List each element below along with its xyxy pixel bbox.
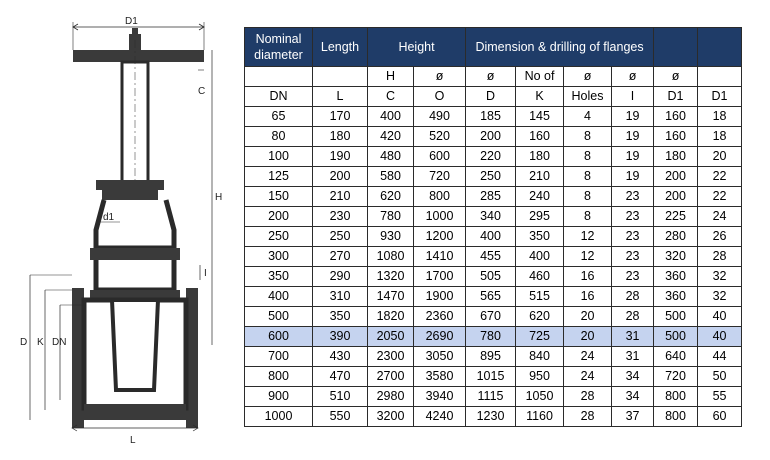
label-l: L xyxy=(130,435,136,446)
table-cell: 600 xyxy=(245,327,313,347)
table-cell: 2360 xyxy=(414,307,466,327)
table-row xyxy=(245,127,742,147)
table-cell: 350 xyxy=(516,227,564,247)
table-cell: 515 xyxy=(516,287,564,307)
header-symbol-cell: DN xyxy=(245,87,313,107)
table-cell: 780 xyxy=(368,207,414,227)
table-row xyxy=(245,247,742,267)
table-cell: 250 xyxy=(313,227,368,247)
header-mid-cell xyxy=(313,67,368,87)
header-mid-cell: ø xyxy=(654,67,698,87)
table-cell: 500 xyxy=(654,327,698,347)
table-cell: 28 xyxy=(612,287,654,307)
table-cell: 1320 xyxy=(368,267,414,287)
table-cell: 24 xyxy=(698,207,742,227)
table-cell: 3200 xyxy=(368,407,414,427)
table-cell: 185 xyxy=(466,107,516,127)
table-cell: 1230 xyxy=(466,407,516,427)
table-cell: 800 xyxy=(654,407,698,427)
table-cell: 1000 xyxy=(414,207,466,227)
header-mid-cell xyxy=(698,67,742,87)
table-cell: 210 xyxy=(313,187,368,207)
label-d1-top: D1 xyxy=(125,16,138,27)
table-cell: 1410 xyxy=(414,247,466,267)
table-cell: 1470 xyxy=(368,287,414,307)
header-flanges: Dimension & drilling of flanges xyxy=(466,28,654,67)
table-cell: 510 xyxy=(313,387,368,407)
table-row xyxy=(245,267,742,287)
table-cell: 1200 xyxy=(414,227,466,247)
table-cell: 160 xyxy=(654,127,698,147)
header-mid-cell: H xyxy=(368,67,414,87)
table-cell: 3940 xyxy=(414,387,466,407)
table-cell: 32 xyxy=(698,267,742,287)
table-cell: 16 xyxy=(564,287,612,307)
table-cell: 500 xyxy=(654,307,698,327)
table-cell: 3580 xyxy=(414,367,466,387)
label-i: I xyxy=(204,268,207,279)
header-height: Height xyxy=(368,28,466,67)
table-cell: 220 xyxy=(466,147,516,167)
table-cell: 400 xyxy=(368,107,414,127)
table-cell: 340 xyxy=(466,207,516,227)
table-cell: 780 xyxy=(466,327,516,347)
table-cell: 725 xyxy=(516,327,564,347)
table-cell: 480 xyxy=(368,147,414,167)
table-cell: 620 xyxy=(516,307,564,327)
table-cell: 4 xyxy=(564,107,612,127)
table-cell: 3050 xyxy=(414,347,466,367)
table-cell: 200 xyxy=(313,167,368,187)
table-cell: 550 xyxy=(313,407,368,427)
table-cell: 20 xyxy=(564,307,612,327)
header-nominal-diameter: Nominal diameter xyxy=(245,28,313,67)
table-cell: 170 xyxy=(313,107,368,127)
table-cell: 1820 xyxy=(368,307,414,327)
header-blank-2 xyxy=(698,28,742,67)
table-cell: 190 xyxy=(313,147,368,167)
table-cell: 280 xyxy=(654,227,698,247)
header-symbol-cell: D1 xyxy=(654,87,698,107)
table-cell: 20 xyxy=(698,147,742,167)
table-cell: 160 xyxy=(654,107,698,127)
table-cell: 26 xyxy=(698,227,742,247)
table-cell: 1115 xyxy=(466,387,516,407)
table-row xyxy=(245,327,742,347)
table-cell: 1000 xyxy=(245,407,313,427)
table-cell: 8 xyxy=(564,167,612,187)
table-cell: 32 xyxy=(698,287,742,307)
header-symbol-cell: C xyxy=(368,87,414,107)
table-cell: 28 xyxy=(612,307,654,327)
table-cell: 350 xyxy=(245,267,313,287)
table-cell: 500 xyxy=(245,307,313,327)
table-cell: 20 xyxy=(564,327,612,347)
gate-valve-drawing xyxy=(0,0,240,460)
table-row xyxy=(245,307,742,327)
table-cell: 930 xyxy=(368,227,414,247)
label-c: C xyxy=(198,86,206,97)
header-mid-cell: ø xyxy=(612,67,654,87)
label-dn: DN xyxy=(52,337,67,348)
table-cell: 60 xyxy=(698,407,742,427)
table-cell: 22 xyxy=(698,167,742,187)
table-cell: 460 xyxy=(516,267,564,287)
table-cell: 400 xyxy=(245,287,313,307)
header-blank-1 xyxy=(654,28,698,67)
table-cell: 565 xyxy=(466,287,516,307)
table-cell: 2050 xyxy=(368,327,414,347)
header-symbol-cell: Holes xyxy=(564,87,612,107)
table-cell: 65 xyxy=(245,107,313,127)
table-cell: 840 xyxy=(516,347,564,367)
header-mid-cell: ø xyxy=(564,67,612,87)
table-cell: 2690 xyxy=(414,327,466,347)
table-cell: 55 xyxy=(698,387,742,407)
table-row xyxy=(245,367,742,387)
table-cell: 310 xyxy=(313,287,368,307)
table-cell: 40 xyxy=(698,327,742,347)
table-cell: 300 xyxy=(245,247,313,267)
table-cell: 80 xyxy=(245,127,313,147)
table-cell: 34 xyxy=(612,367,654,387)
table-cell: 1080 xyxy=(368,247,414,267)
table-cell: 19 xyxy=(612,107,654,127)
table-cell: 145 xyxy=(516,107,564,127)
table-row xyxy=(245,407,742,427)
table-cell: 285 xyxy=(466,187,516,207)
header-symbol-cell: L xyxy=(313,87,368,107)
table-row xyxy=(245,227,742,247)
header-row-mid xyxy=(245,67,742,87)
table-cell: 180 xyxy=(313,127,368,147)
table-cell: 8 xyxy=(564,207,612,227)
table-row xyxy=(245,387,742,407)
table-cell: 19 xyxy=(612,127,654,147)
table-cell: 200 xyxy=(654,187,698,207)
table-cell: 400 xyxy=(466,227,516,247)
table-cell: 200 xyxy=(466,127,516,147)
table-body xyxy=(245,107,742,427)
table-cell: 2980 xyxy=(368,387,414,407)
table-cell: 700 xyxy=(245,347,313,367)
table-cell: 40 xyxy=(698,307,742,327)
table-cell: 4240 xyxy=(414,407,466,427)
table-row xyxy=(245,207,742,227)
dimension-table xyxy=(244,27,742,427)
table-cell: 160 xyxy=(516,127,564,147)
label-d: D xyxy=(20,337,28,348)
table-cell: 295 xyxy=(516,207,564,227)
table-cell: 520 xyxy=(414,127,466,147)
table-cell: 31 xyxy=(612,327,654,347)
table-cell: 250 xyxy=(245,227,313,247)
table-cell: 23 xyxy=(612,247,654,267)
table-cell: 225 xyxy=(654,207,698,227)
label-k: K xyxy=(37,337,44,348)
table-cell: 50 xyxy=(698,367,742,387)
table-cell: 360 xyxy=(654,267,698,287)
table-cell: 150 xyxy=(245,187,313,207)
table-cell: 200 xyxy=(654,167,698,187)
table-cell: 720 xyxy=(414,167,466,187)
header-symbol-cell: K xyxy=(516,87,564,107)
table-cell: 900 xyxy=(245,387,313,407)
table-cell: 670 xyxy=(466,307,516,327)
table-cell: 28 xyxy=(564,407,612,427)
label-h: H xyxy=(215,192,223,203)
table-cell: 720 xyxy=(654,367,698,387)
table-cell: 640 xyxy=(654,347,698,367)
table-cell: 400 xyxy=(516,247,564,267)
header-symbol-cell: D1 xyxy=(698,87,742,107)
table-cell: 37 xyxy=(612,407,654,427)
header-length: Length xyxy=(313,28,368,67)
table-cell: 24 xyxy=(564,367,612,387)
table-cell: 580 xyxy=(368,167,414,187)
table-cell: 270 xyxy=(313,247,368,267)
table-cell: 250 xyxy=(466,167,516,187)
table-cell: 1015 xyxy=(466,367,516,387)
header-symbol-cell: O xyxy=(414,87,466,107)
table-row xyxy=(245,287,742,307)
table-cell: 18 xyxy=(698,107,742,127)
table-row xyxy=(245,187,742,207)
table-cell: 34 xyxy=(612,387,654,407)
table-cell: 1900 xyxy=(414,287,466,307)
table-row xyxy=(245,107,742,127)
table-cell: 125 xyxy=(245,167,313,187)
table-cell: 240 xyxy=(516,187,564,207)
table-cell: 180 xyxy=(654,147,698,167)
header-mid-cell: No of xyxy=(516,67,564,87)
table-cell: 290 xyxy=(313,267,368,287)
table-cell: 390 xyxy=(313,327,368,347)
table-cell: 28 xyxy=(698,247,742,267)
table-cell: 800 xyxy=(654,387,698,407)
table-cell: 23 xyxy=(612,227,654,247)
table-cell: 490 xyxy=(414,107,466,127)
table-cell: 44 xyxy=(698,347,742,367)
table-cell: 600 xyxy=(414,147,466,167)
table-cell: 180 xyxy=(516,147,564,167)
table-cell: 16 xyxy=(564,267,612,287)
table-cell: 950 xyxy=(516,367,564,387)
label-d1-mid: d1 xyxy=(103,212,115,223)
table-cell: 470 xyxy=(313,367,368,387)
header-symbol-cell: D xyxy=(466,87,516,107)
table-cell: 320 xyxy=(654,247,698,267)
table-cell: 210 xyxy=(516,167,564,187)
table-cell: 2300 xyxy=(368,347,414,367)
table-cell: 800 xyxy=(414,187,466,207)
table-cell: 2700 xyxy=(368,367,414,387)
header-row-symbols xyxy=(245,87,742,107)
header-mid-cell: ø xyxy=(466,67,516,87)
table-cell: 23 xyxy=(612,267,654,287)
header-mid-cell xyxy=(245,67,313,87)
table-cell: 8 xyxy=(564,187,612,207)
table-cell: 8 xyxy=(564,127,612,147)
table-cell: 31 xyxy=(612,347,654,367)
table-cell: 18 xyxy=(698,127,742,147)
header-mid-cell: ø xyxy=(414,67,466,87)
table-cell: 360 xyxy=(654,287,698,307)
table-cell: 420 xyxy=(368,127,414,147)
table-cell: 8 xyxy=(564,147,612,167)
table-cell: 430 xyxy=(313,347,368,367)
table-cell: 455 xyxy=(466,247,516,267)
table-cell: 23 xyxy=(612,187,654,207)
table-cell: 800 xyxy=(245,367,313,387)
table-cell: 12 xyxy=(564,247,612,267)
table-cell: 505 xyxy=(466,267,516,287)
table-cell: 19 xyxy=(612,147,654,167)
table-cell: 1050 xyxy=(516,387,564,407)
table-cell: 12 xyxy=(564,227,612,247)
table-cell: 350 xyxy=(313,307,368,327)
table-cell: 620 xyxy=(368,187,414,207)
table-row xyxy=(245,167,742,187)
table-cell: 24 xyxy=(564,347,612,367)
table-cell: 22 xyxy=(698,187,742,207)
table-cell: 1700 xyxy=(414,267,466,287)
table-row xyxy=(245,147,742,167)
table-cell: 1160 xyxy=(516,407,564,427)
table-cell: 100 xyxy=(245,147,313,167)
table-row xyxy=(245,347,742,367)
table-cell: 230 xyxy=(313,207,368,227)
table-cell: 23 xyxy=(612,207,654,227)
header-symbol-cell: I xyxy=(612,87,654,107)
table-cell: 895 xyxy=(466,347,516,367)
table-cell: 19 xyxy=(612,167,654,187)
table-cell: 200 xyxy=(245,207,313,227)
table-cell: 28 xyxy=(564,387,612,407)
